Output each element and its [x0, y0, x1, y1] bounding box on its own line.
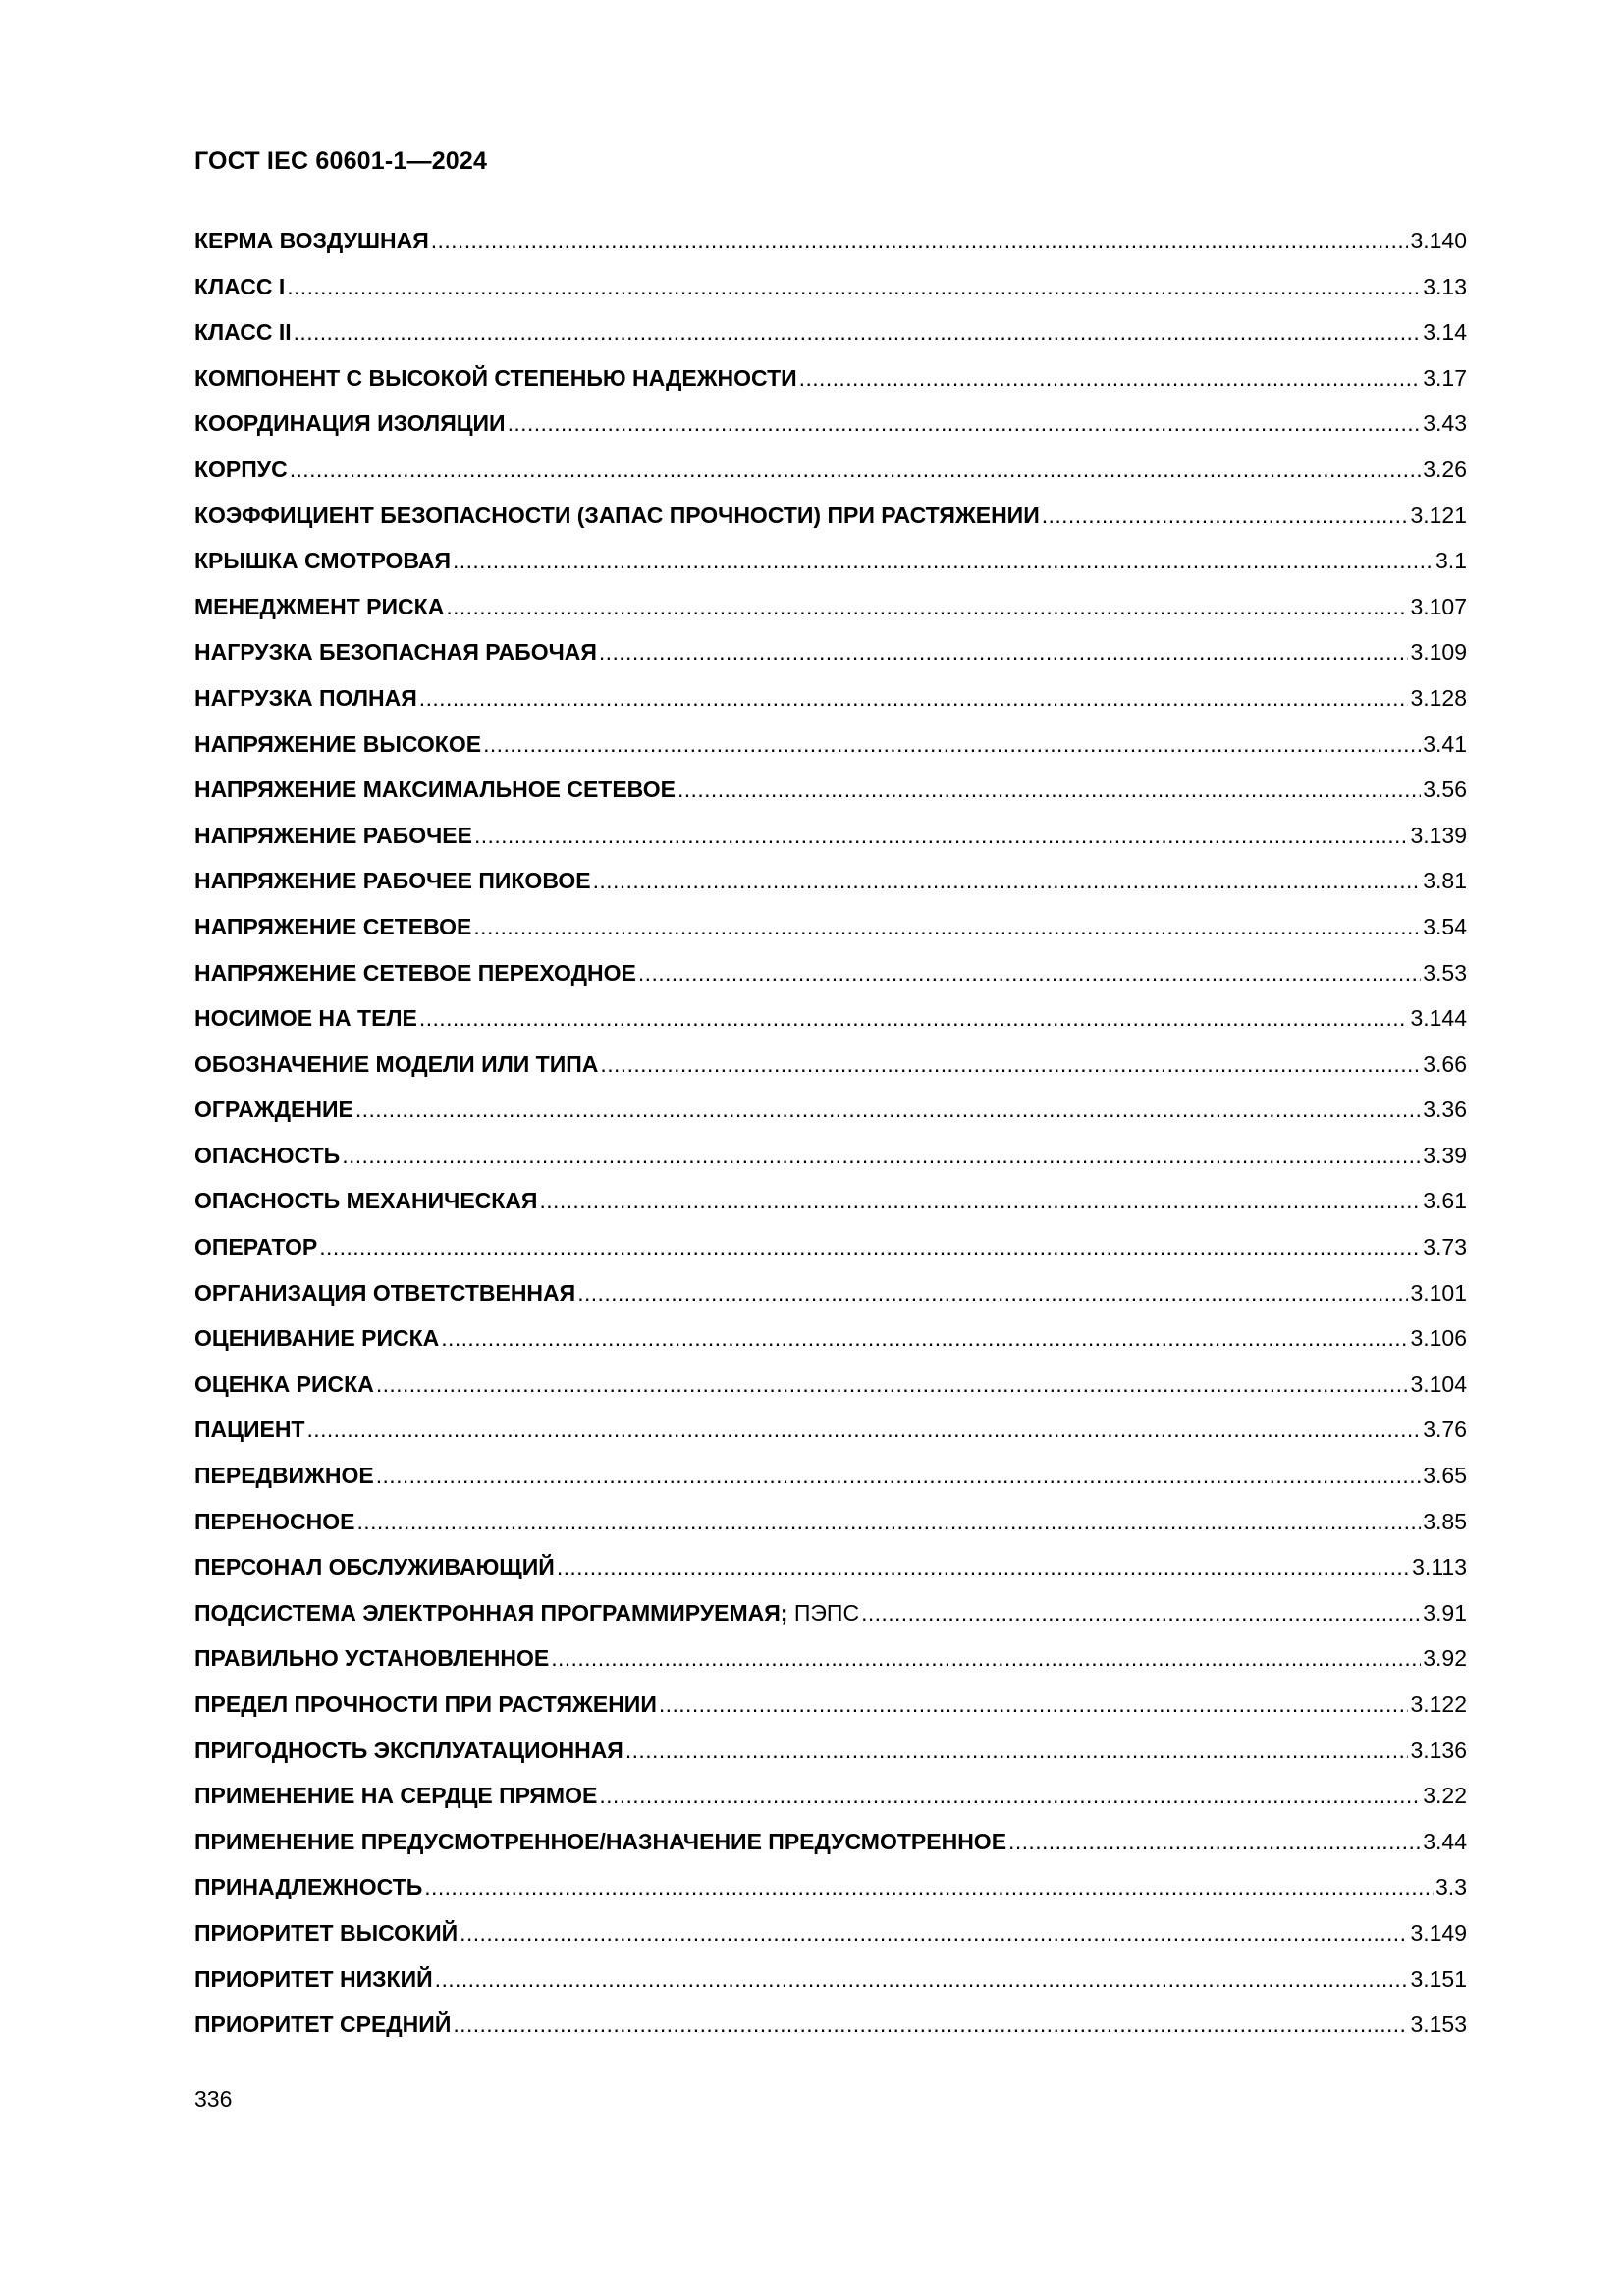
entry-term-text: НАПРЯЖЕНИЕ МАКСИМАЛЬНОЕ СЕТЕВОЕ [194, 776, 676, 803]
entry-term-text: КОРПУС [194, 455, 288, 482]
entry-reference: 3.128 [1410, 684, 1467, 711]
entry-term-text: КЛАСС I [194, 273, 286, 299]
index-entry [194, 1047, 1467, 1094]
index-entry [194, 1413, 1467, 1459]
entry-term-text: ПАЦИЕНТ [194, 1416, 305, 1443]
dot-leader [441, 1321, 1408, 1355]
entry-reference: 3.73 [1423, 1234, 1467, 1260]
dot-leader [483, 727, 1421, 761]
entry-reference: 3.106 [1410, 1325, 1467, 1352]
entry-term [194, 406, 506, 440]
entry-term [194, 1184, 537, 1217]
entry-reference: 3.54 [1423, 913, 1467, 939]
entry-reference: 3.91 [1423, 1599, 1467, 1626]
dot-leader [557, 1550, 1410, 1583]
entry-term [194, 1641, 549, 1675]
index-entry [194, 406, 1467, 453]
dot-leader [453, 544, 1434, 577]
dot-leader [599, 1779, 1421, 1812]
entry-term-text: КООРДИНАЦИЯ ИЗОЛЯЦИИ [194, 410, 506, 437]
dot-leader [419, 681, 1409, 715]
entry-term [194, 1687, 657, 1721]
entry-term-text: МЕНЕДЖМЕНТ РИСКА [194, 593, 445, 619]
index-entry [194, 1962, 1467, 2008]
entry-term-text: ПЕРСОНАЛ ОБСЛУЖИВАЮЩИЙ [194, 1554, 555, 1580]
index-entry [194, 956, 1467, 1002]
entry-reference: 3.139 [1410, 822, 1467, 848]
index-entry [194, 453, 1467, 499]
index-entry [194, 819, 1467, 865]
dot-leader [677, 773, 1421, 806]
dot-leader [342, 1139, 1421, 1172]
entry-reference: 3.44 [1423, 1828, 1467, 1854]
index-entry [194, 635, 1467, 681]
index-entry [194, 590, 1467, 636]
index-entry [194, 864, 1467, 910]
dot-leader [1008, 1825, 1421, 1858]
dot-leader [539, 1184, 1421, 1217]
index-entry [194, 1641, 1467, 1687]
entry-term [194, 315, 292, 348]
entry-term-text: ПРИОРИТЕТ ВЫСОКИЙ [194, 1919, 459, 1946]
entry-term [194, 956, 636, 989]
dot-leader [290, 453, 1422, 486]
dot-leader [453, 2007, 1408, 2041]
index-entry [194, 1505, 1467, 1551]
entry-reference: 3.66 [1423, 1050, 1467, 1077]
entry-term-text: НАПРЯЖЕНИЕ СЕТЕВОЕ ПЕРЕХОДНОЕ [194, 959, 636, 986]
entry-term-text: ПЕРЕНОСНОЕ [194, 1508, 355, 1534]
entry-term-text: ПРИОРИТЕТ НИЗКИЙ [194, 1965, 433, 1992]
entry-reference: 3.153 [1410, 2011, 1467, 2038]
entry-reference: 3.43 [1423, 410, 1467, 437]
dot-leader [446, 590, 1408, 623]
entry-reference: 3.39 [1423, 1142, 1467, 1168]
index-entry [194, 773, 1467, 819]
index-entry [194, 1230, 1467, 1276]
entry-term [194, 635, 597, 668]
dot-leader [460, 1916, 1408, 1949]
index-entry [194, 727, 1467, 774]
entry-term [194, 1047, 598, 1081]
index-entry [194, 224, 1467, 270]
entry-reference: 3.13 [1423, 273, 1467, 299]
entry-term-text: ПРИНАДЛЕЖНОСТЬ [194, 1874, 423, 1900]
page-number: 336 [194, 2086, 233, 2111]
dot-leader [435, 1962, 1409, 1996]
index-entry [194, 270, 1467, 316]
entry-term [194, 544, 451, 577]
index-entry [194, 1321, 1467, 1367]
dot-leader [551, 1641, 1421, 1675]
index-entry [194, 1687, 1467, 1734]
dot-leader [599, 635, 1409, 668]
entry-term [194, 1916, 458, 1949]
entry-term-text: КРЫШКА СМОТРОВАЯ [194, 548, 451, 574]
dot-leader [355, 1093, 1421, 1126]
entry-reference: 3.144 [1410, 1005, 1467, 1032]
entry-reference: 3.136 [1410, 1736, 1467, 1763]
entry-term [194, 361, 797, 395]
index-entry [194, 1779, 1467, 1825]
entry-term-text: ОЦЕНИВАНИЕ РИСКА [194, 1325, 440, 1352]
entry-reference: 3.149 [1410, 1919, 1467, 1946]
document-header: ГОСТ IEC 60601-1—2024 [194, 147, 488, 175]
index-entry [194, 1367, 1467, 1414]
entry-term [194, 590, 444, 623]
entry-reference: 3.36 [1423, 1096, 1467, 1123]
entry-reference: 3.41 [1423, 730, 1467, 757]
entry-term [194, 453, 288, 486]
entry-reference: 3.14 [1423, 319, 1467, 346]
dot-leader [294, 315, 1422, 348]
entry-term-text: ОПАСНОСТЬ [194, 1142, 341, 1168]
entry-term [194, 1596, 859, 1629]
entry-term-text: НАПРЯЖЕНИЕ РАБОЧЕЕ [194, 822, 472, 848]
index-entry [194, 1093, 1467, 1139]
dot-leader [625, 1734, 1409, 1767]
entry-reference: 3.122 [1410, 1691, 1467, 1717]
entry-term [194, 1367, 374, 1401]
entry-term [194, 1550, 555, 1583]
entry-term-text: ПРИГОДНОСТЬ ЭКСПЛУАТАЦИОННАЯ [194, 1736, 623, 1763]
dot-leader [424, 1870, 1434, 1903]
entry-reference: 3.65 [1423, 1463, 1467, 1489]
entry-term [194, 224, 429, 257]
dot-leader [474, 819, 1408, 852]
entry-term [194, 773, 676, 806]
entry-term [194, 1321, 439, 1355]
entry-term-text: НАГРУЗКА ПОЛНАЯ [194, 684, 417, 711]
entry-term [194, 1139, 340, 1172]
index-entry [194, 681, 1467, 727]
entry-term [194, 2007, 451, 2041]
entry-term [194, 1276, 575, 1309]
entry-term-text: ОЦЕНКА РИСКА [194, 1370, 374, 1397]
index-entry [194, 1734, 1467, 1780]
entry-reference: 3.53 [1423, 959, 1467, 986]
entry-reference: 3.3 [1435, 1874, 1467, 1900]
entry-reference: 3.56 [1423, 776, 1467, 803]
entry-reference: 3.81 [1423, 868, 1467, 894]
entry-term-abbreviation: ПЭПС [787, 1599, 860, 1626]
dot-leader [357, 1505, 1422, 1538]
entry-term [194, 1505, 355, 1538]
dot-leader [287, 270, 1421, 303]
index-entry [194, 1916, 1467, 1962]
dot-leader [593, 864, 1422, 897]
entry-term-text: НАПРЯЖЕНИЕ СЕТЕВОЕ [194, 913, 472, 939]
entry-term-text: ПРАВИЛЬНО УСТАНОВЛЕННОЕ [194, 1645, 550, 1672]
entry-reference: 3.1 [1435, 548, 1467, 574]
index-entry [194, 1550, 1467, 1596]
entry-reference: 3.22 [1423, 1783, 1467, 1809]
entry-term [194, 1230, 317, 1263]
index-entry [194, 1276, 1467, 1322]
entry-term [194, 1459, 374, 1492]
entry-term-text: ОГРАЖДЕНИЕ [194, 1096, 353, 1123]
dot-leader [431, 224, 1409, 257]
entry-reference: 3.151 [1410, 1965, 1467, 1992]
entry-term-text: КЛАСС II [194, 319, 292, 346]
index-entry [194, 1184, 1467, 1230]
entry-term-text: КЕРМА ВОЗДУШНАЯ [194, 228, 429, 253]
entry-reference: 3.121 [1410, 502, 1467, 528]
entry-term-text: ОПАСНОСТЬ МЕХАНИЧЕСКАЯ [194, 1188, 538, 1214]
entry-reference: 3.92 [1423, 1645, 1467, 1672]
dot-leader [600, 1047, 1421, 1081]
entry-term-text: ОПЕРАТОР [194, 1234, 318, 1260]
entry-term-text: ОБОЗНАЧЕНИЕ МОДЕЛИ ИЛИ ТИПА [194, 1050, 599, 1077]
entry-term [194, 1001, 417, 1035]
dot-leader [799, 361, 1422, 395]
entry-reference: 3.107 [1410, 593, 1467, 619]
entry-term-text: КОМПОНЕНТ С ВЫСОКОЙ СТЕПЕНЬЮ НАДЕЖНОСТИ [194, 364, 797, 391]
dot-leader [1042, 499, 1409, 532]
entry-term-text: НАПРЯЖЕНИЕ ВЫСОКОЕ [194, 730, 482, 757]
dot-leader [319, 1230, 1421, 1263]
entry-term [194, 270, 285, 303]
dot-leader [473, 910, 1421, 943]
entry-reference: 3.109 [1410, 639, 1467, 666]
entry-term [194, 910, 471, 943]
entry-reference: 3.101 [1410, 1279, 1467, 1306]
index-entry [194, 1001, 1467, 1047]
entry-reference: 3.76 [1423, 1416, 1467, 1443]
index-entry [194, 361, 1467, 407]
dot-leader [861, 1596, 1421, 1629]
index-entry [194, 910, 1467, 956]
entry-term [194, 864, 591, 897]
dot-leader [659, 1687, 1409, 1721]
dot-leader [306, 1413, 1421, 1446]
index-entry [194, 1596, 1467, 1642]
index-entry [194, 1459, 1467, 1505]
entry-reference: 3.104 [1410, 1370, 1467, 1397]
dot-leader [508, 406, 1422, 440]
index-entry [194, 315, 1467, 361]
dot-leader [638, 956, 1421, 989]
entry-term [194, 1093, 353, 1126]
index-entry [194, 1825, 1467, 1871]
index-entry [194, 2007, 1467, 2054]
term-index-list [194, 224, 1467, 2054]
entry-term-text: ОРГАНИЗАЦИЯ ОТВЕТСТВЕННАЯ [194, 1279, 576, 1306]
entry-term-text: НАПРЯЖЕНИЕ РАБОЧЕЕ ПИКОВОЕ [194, 868, 591, 894]
entry-reference: 3.85 [1423, 1508, 1467, 1534]
entry-term-text: ПРИОРИТЕТ СРЕДНИЙ [194, 2011, 452, 2038]
entry-term [194, 499, 1040, 532]
entry-term-text: НОСИМОЕ НА ТЕЛЕ [194, 1005, 417, 1032]
dot-leader [577, 1276, 1408, 1309]
entry-term [194, 1779, 597, 1812]
entry-reference: 3.140 [1410, 228, 1467, 253]
dot-leader [419, 1001, 1409, 1035]
entry-term-text: КОЭФФИЦИЕНТ БЕЗОПАСНОСТИ (ЗАПАС ПРОЧНОСТИ) ПРИ РАСТЯЖЕНИИ [194, 502, 1040, 528]
index-entry [194, 1139, 1467, 1185]
entry-term [194, 1870, 422, 1903]
index-entry [194, 499, 1467, 545]
dot-leader [376, 1367, 1409, 1401]
entry-term [194, 1413, 304, 1446]
index-entry [194, 544, 1467, 590]
entry-term-text: ПРИМЕНЕНИЕ ПРЕДУСМОТРЕННОЕ/НАЗНАЧЕНИЕ ПРЕДУСМОТРЕННОЕ [194, 1828, 1007, 1854]
entry-reference: 3.61 [1423, 1188, 1467, 1214]
entry-term-text: ПРЕДЕЛ ПРОЧНОСТИ ПРИ РАСТЯЖЕНИИ [194, 1691, 657, 1717]
entry-term [194, 1962, 433, 1996]
entry-term [194, 681, 417, 715]
entry-reference: 3.17 [1423, 364, 1467, 391]
entry-term [194, 1734, 623, 1767]
entry-reference: 3.113 [1412, 1554, 1467, 1580]
entry-term-text: ПОДСИСТЕМА ЭЛЕКТРОННАЯ ПРОГРАММИРУЕМАЯ; [194, 1599, 788, 1626]
entry-term-text: ПЕРЕДВИЖНОЕ [194, 1463, 374, 1489]
entry-term [194, 819, 472, 852]
entry-reference: 3.26 [1423, 455, 1467, 482]
index-entry [194, 1870, 1467, 1916]
entry-term [194, 727, 481, 761]
entry-term-text: ПРИМЕНЕНИЕ НА СЕРДЦЕ ПРЯМОЕ [194, 1783, 598, 1809]
entry-term [194, 1825, 1006, 1858]
entry-term-text: НАГРУЗКА БЕЗОПАСНАЯ РАБОЧАЯ [194, 639, 597, 666]
dot-leader [376, 1459, 1422, 1492]
